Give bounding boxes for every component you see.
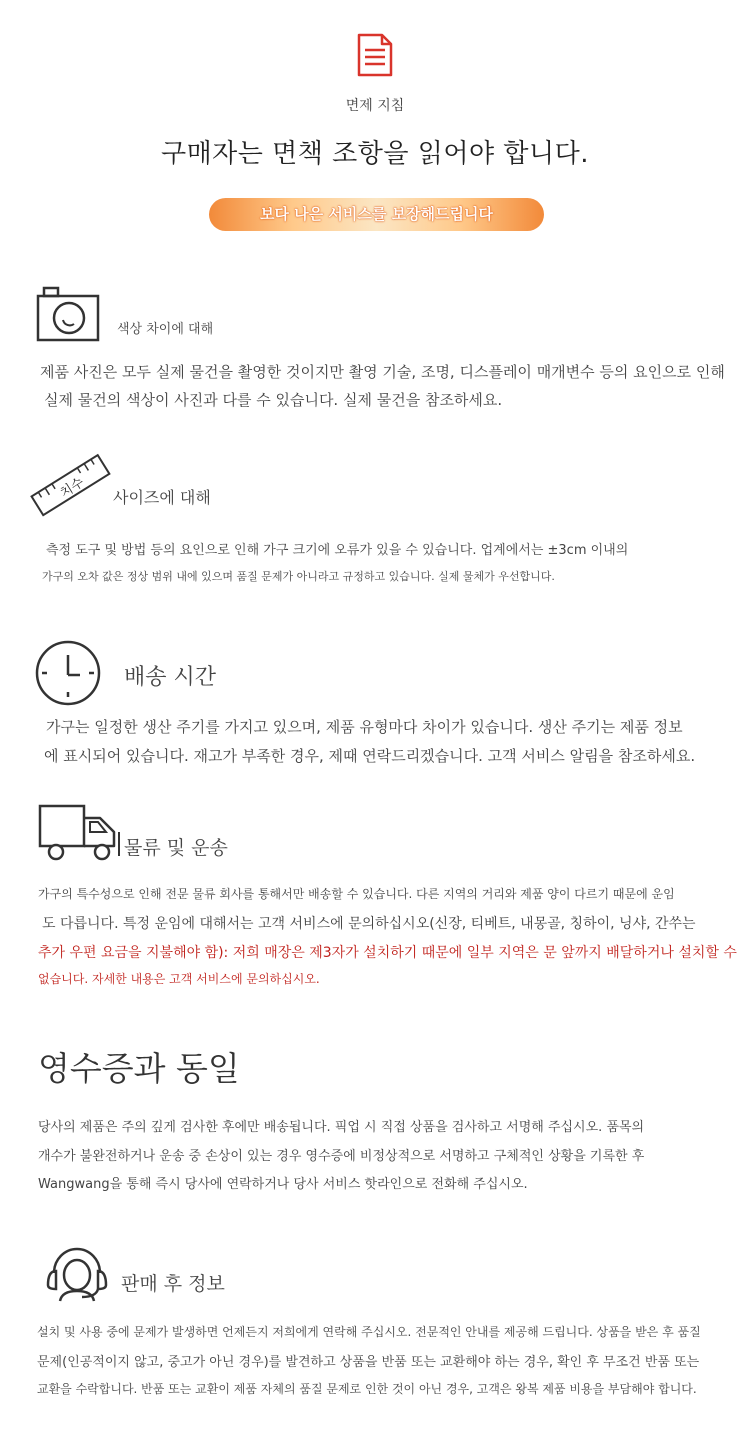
- size-text-line-2: 가구의 오차 값은 정상 범위 내에 있으며 품질 문제가 아니라고 규정하고 있습니다. 실제 물체가 우선합니다.: [42, 570, 555, 583]
- logistics-text-line-2: 도 다릅니다. 특정 운임에 대해서는 고객 서비스에 문의하십시오(신장, 티베트, 내몽골, 칭하이, 닝샤, 간쑤는: [42, 916, 696, 932]
- section-title-receipt: 영수증과 동일: [38, 1049, 240, 1088]
- section-title-size: 사이즈에 대해: [113, 488, 211, 507]
- document-icon: [356, 32, 394, 78]
- section-title-color: 색상 차이에 대해: [117, 322, 214, 337]
- delivery-text-line-1: 가구는 일정한 생산 주기를 가지고 있으며, 제품 유형마다 차이가 있습니다. 생산 주기는 제품 정보: [46, 718, 683, 736]
- after-sales-text-line-3: 교환을 수락합니다. 반품 또는 교환이 제품 자체의 품질 문제로 인한 것이 아닌 경우, 고객은 왕복 제품 비용을 부담해야 합니다.: [37, 1382, 697, 1396]
- delivery-text-line-2: 에 표시되어 있습니다. 재고가 부족한 경우, 제때 연락드리겠습니다. 고객 서비스 알림을 참조하세요.: [44, 747, 696, 765]
- title-divider: [118, 832, 120, 856]
- truck-icon: [38, 802, 120, 864]
- tape-measure-icon: [30, 446, 112, 522]
- clock-icon: [34, 639, 102, 707]
- logistics-warning-line-2: 없습니다. 자세한 내용은 고객 서비스에 문의하십시오.: [38, 972, 320, 986]
- headset-icon: [42, 1237, 112, 1303]
- after-sales-text-line-2: 문제(인공적이지 않고, 중고가 아닌 경우)를 발견하고 상품을 반품 또는 교환해야 하는 경우, 확인 후 무조건 반품 또는: [37, 1355, 700, 1370]
- section-title-delivery: 배송 시간: [124, 665, 217, 690]
- camera-icon: [36, 284, 100, 342]
- service-banner: 보다 나은 서비스를 보장해드립니다: [209, 198, 544, 231]
- receipt-text-line-2: 개수가 불완전하거나 운송 중 손상이 있는 경우 영수증에 비정상적으로 서명하고 구체적인 상황을 기록한 후: [38, 1149, 645, 1164]
- color-text-line-1: 제품 사진은 모두 실제 물건을 촬영한 것이지만 촬영 기술, 조명, 디스플레이 매개변수 등의 요인으로 인해: [40, 363, 725, 381]
- receipt-text-line-1: 당사의 제품은 주의 깊게 검사한 후에만 배송됩니다. 픽업 시 직접 상품을 검사하고 서명해 주십시오. 품목의: [38, 1120, 645, 1135]
- section-title-after-sales: 판매 후 정보: [121, 1273, 225, 1295]
- section-title-logistics: 물류 및 운송: [124, 837, 228, 859]
- logistics-warning-line-1: 추가 우편 요금을 지불해야 함): 저희 매장은 제3자가 설치하기 때문에 일부 지역은 문 앞까지 배달하거나 설치할 수: [38, 945, 737, 961]
- receipt-text-line-3: Wangwang을 통해 즉시 당사에 연락하거나 당사 서비스 핫라인으로 전화해 주십시오.: [38, 1177, 528, 1192]
- logistics-text-line-1: 가구의 특수성으로 인해 전문 물류 회사를 통해서만 배송할 수 있습니다. 다른 지역의 거리와 제품 양이 다르기 때문에 운임: [38, 887, 675, 901]
- color-text-line-2: 실제 물건의 색상이 사진과 다를 수 있습니다. 실제 물건을 참조하세요.: [44, 391, 503, 409]
- size-text-line-1: 측정 도구 및 방법 등의 요인으로 인해 가구 크기에 오류가 있을 수 있습니다. 업계에서는 ±3cm 이내의: [46, 543, 629, 558]
- after-sales-text-line-1: 설치 및 사용 중에 문제가 발생하면 언제든지 저희에게 연락해 주십시오. 전문적인 안내를 제공해 드립니다. 상품을 받은 후 품질: [37, 1325, 701, 1339]
- eyebrow-label: 면제 지침: [345, 98, 405, 114]
- page-title: 구매자는 면책 조항을 읽어야 합니다.: [160, 139, 590, 169]
- svg-text:치수: 치수: [57, 475, 87, 502]
